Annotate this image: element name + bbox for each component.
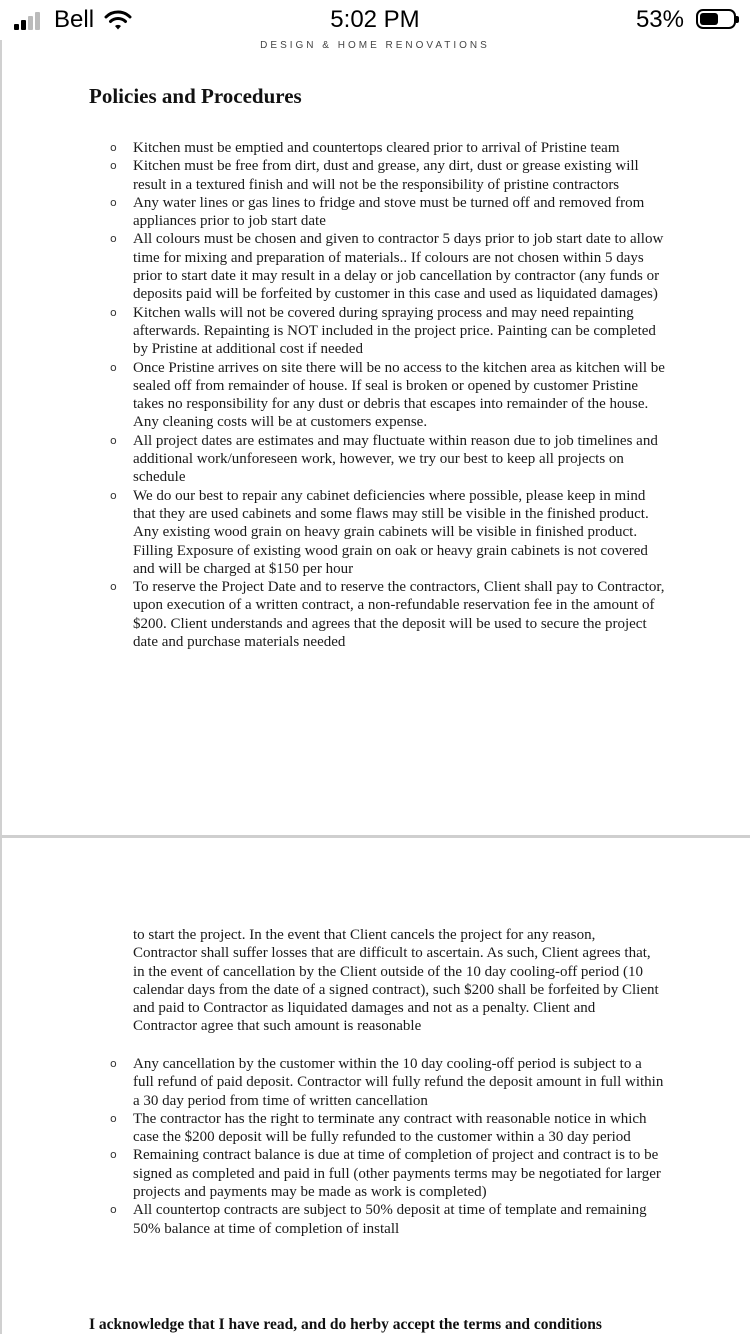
policy-item-text: Kitchen must be emptied and countertops cleared prior to arrival of Pristine team [133,140,620,156]
bullet-marker: o [110,305,117,319]
bullet-marker: o [110,1203,117,1217]
policy-item-text: All colours must be chosen and given to contractor 5 days prior to job start date to allow time for mixing and preparation of materials.. If colours are not chosen within 5 days prior to start date it may result in a delay or job cancellation by contractor (any funds or deposits paid will be forfeited by customer in this case and used as liquidated damages) [133,231,664,303]
policy-item-text: All countertop contracts are subject to 50% deposit at time of template and remaining 50% balance at time of completion of install [133,1202,647,1237]
policy-item-text: Kitchen walls will not be covered during spraying process and may need repainting afterwards. Repainting is NOT included in the project price. Painting can be completed by Pristine at additional cost if needed [133,304,656,358]
policy-item-text: Kitchen must be free from dirt, dust and grease, any dirt, dust or grease existing will result in a textured finish and will not be the responsibility of pristine contractors [133,158,639,193]
policy-list-item [110,139,665,157]
bullet-marker: o [110,195,117,209]
policy-list-item [110,304,665,359]
policy-list-item [110,1201,665,1238]
policy-list-page-1 [110,139,665,651]
carrier-name: Bell [54,6,95,33]
policy-list-item [110,578,665,651]
policy-item-text: We do our best to repair any cabinet deficiencies where possible, please keep in mind that they are used cabinets and some flaws may still be visible in the finished product. Any existing wood grain on heavy grain cabinets will be visible in finished product. Filling Exposure of existing wood grain on oak or heavy grain cabinets is not covered and will be charged at $150 per hour [133,487,649,577]
policy-item-text: All project dates are estimates and may fluctuate within reason due to job timelines and additional work/unforeseen work, however, we try our best to keep all projects on schedule [133,432,658,486]
policy-list-item [110,194,665,231]
policy-list-item [110,1110,665,1147]
bullet-marker: o [110,360,117,374]
policy-item-text: Once Pristine arrives on site there will be no access to the kitchen area as kitchen will be sealed off from remainder of house. If seal is broken or opened by customer Pristine takes no responsibility for any dust or debris that escapes into remainder of the house. Any cleaning costs will be at customers expense. [133,359,665,431]
policy-list-item [110,230,665,303]
bullet-marker: o [110,1057,117,1070]
battery-percentage: 53% [635,6,684,33]
policy-item-text: Remaining contract balance is due at time of completion of project and contract is to be signed as completed and paid in full (other payments terms may be negotiated for larger projects and payments may be made as work is completed) [133,1147,661,1201]
bullet-marker: o [110,141,117,154]
bullet-marker: o [110,1148,117,1162]
battery-fill [700,13,718,25]
policy-list-item [110,359,665,432]
policy-list-item [110,1146,665,1201]
bullet-marker: o [110,580,117,594]
acknowledgement-text: I acknowledge that I have read, and do herby accept the terms and conditions [89,1316,602,1333]
policy-item-text: Any cancellation by the customer within the 10 day cooling-off period is subject to a full refund of paid deposit. Contractor will fully refund the deposit amount in full within a 30 day period from time of written cancellation [133,1056,664,1109]
policy-continuation-text: to start the project. In the event that Client cancels the project for any reason, Contractor shall suffer losses that are difficult to ascertain. As such, Client agrees that, in the event of cancellation by the Client outside of the 10 day cooling-off period (10 calendar days from the date of a signed contract), such $200 shall be forfeited by Client and paid to Contractor as liquidated damages and not as a penalty. Client and Contractor agree that such amount is reasonable [133,927,659,1035]
page-left-edge [0,40,2,1334]
policy-list-item [110,1055,665,1110]
bullet-marker: o [110,159,117,173]
page-break-divider [0,835,750,838]
policy-list-item [110,432,665,487]
document-title: Policies and Procedures [89,84,302,108]
policy-item-text: Any water lines or gas lines to fridge and stove must be turned off and removed from appliances prior to job start date [133,194,645,230]
policy-item-text: To reserve the Project Date and to reserve the contractors, Client shall pay to Contractor, upon execution of a written contract, a non-refundable reservation fee in the amount of $200. Client understands and agrees that the deposit will be used to secure the project date and purchase materials needed [133,579,665,651]
bullet-marker: o [110,232,117,246]
bullet-marker: o [110,433,117,447]
document-header: DESIGN & HOME RENOVATIONS [260,40,490,51]
policy-list-item [110,157,665,194]
bullet-marker: o [110,488,117,502]
policy-list-item [110,487,665,578]
battery-icon [696,9,736,29]
bullet-marker: o [110,1111,117,1125]
policy-list-page-2 [110,1055,665,1238]
status-bar [0,0,750,40]
status-time: 5:02 PM [330,6,420,33]
policy-item-text: The contractor has the right to terminate any contract with reasonable notice in which case the $200 deposit will be fully refunded to the customer within a 30 day period [133,1110,647,1146]
